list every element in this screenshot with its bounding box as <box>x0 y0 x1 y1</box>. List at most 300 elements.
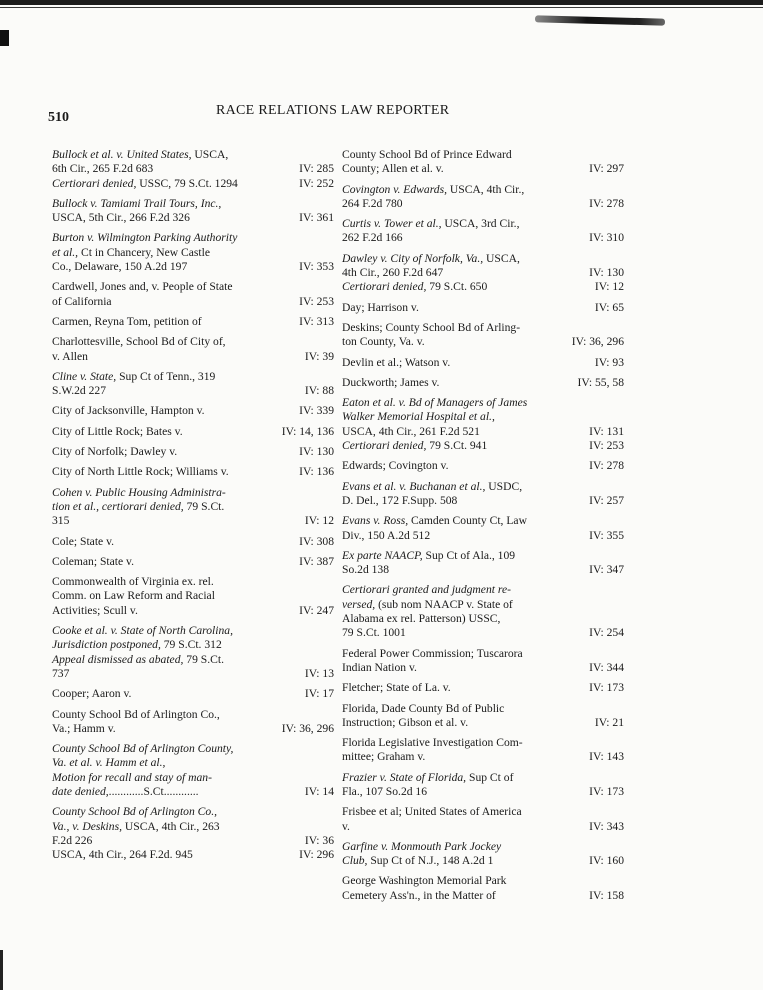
entry-case-name <box>52 404 278 418</box>
citation-volume-page: IV: 310 <box>589 231 624 245</box>
citation-volume-page: IV: 285 <box>299 162 334 176</box>
entry-case-name <box>52 425 278 439</box>
entry-citation <box>568 626 624 640</box>
entry-citation <box>278 604 334 618</box>
entry-citation <box>568 750 624 764</box>
index-entry <box>342 647 624 676</box>
entry-case-name <box>342 583 568 640</box>
entry-text-segment: 79 S.Ct. 312 <box>160 638 222 652</box>
entry-case-name <box>52 555 278 569</box>
entry-citation <box>278 384 334 398</box>
citation-volume-page: IV: 353 <box>299 260 334 274</box>
entry-case-name <box>52 624 278 681</box>
index-entry <box>52 370 334 399</box>
citation-volume-page: IV: 160 <box>589 854 624 868</box>
scan-edge-line <box>0 950 3 990</box>
entry-citation <box>278 425 334 439</box>
entry-line <box>342 396 568 410</box>
entry-text-segment: County School Bd of Prince Edward <box>342 148 512 161</box>
entry-text-segment: Evans v. Ross, <box>342 514 409 528</box>
entry-line <box>342 375 568 390</box>
index-entry <box>52 445 334 459</box>
citation-volume-page: IV: 36, 296 <box>281 721 334 735</box>
entry-line <box>342 251 568 266</box>
entry-citation <box>278 555 334 569</box>
entry-line <box>52 349 278 364</box>
entry-text-segment: Federal Power Commission; Tuscarora <box>342 646 523 660</box>
entry-case-name <box>342 840 568 869</box>
entry-text-segment: Sup Ct of N.J., 148 A.2d 1 <box>367 854 494 868</box>
entry-citation <box>278 295 334 309</box>
entry-text-segment: Charlottesville, School Bd of City of, <box>52 335 226 349</box>
entry-citation <box>278 722 334 736</box>
entry-line <box>342 583 568 597</box>
entry-citation <box>278 667 334 681</box>
entry-text-segment: Duckworth; James v. <box>342 375 440 389</box>
entry-text-segment: Cline v. State, <box>52 369 117 383</box>
index-entry <box>52 624 334 681</box>
entry-text-segment: County School Bd of Arlington Co., <box>52 707 220 721</box>
entry-text-segment: USCA, 4th Cir., <box>446 182 525 196</box>
scan-top-rule <box>0 7 763 8</box>
entry-line <box>52 742 278 756</box>
index-entry <box>342 217 624 246</box>
entry-case-name <box>342 736 568 765</box>
entry-text-segment: 79 S.Ct. 1001 <box>342 626 406 640</box>
entry-line <box>52 231 278 245</box>
entry-text-segment: Burton v. Wilmington Parking Authority <box>52 231 238 245</box>
entry-line <box>52 424 278 439</box>
entry-line <box>52 848 278 862</box>
citation-volume-page: IV: 130 <box>589 266 624 280</box>
entry-line <box>342 805 568 819</box>
index-entry <box>342 301 624 315</box>
entry-text-segment: Cole; State v. <box>52 534 115 548</box>
entry-line <box>342 162 568 176</box>
entry-text-segment: City of North Little Rock; Williams v. <box>52 465 229 479</box>
entry-line <box>52 294 278 309</box>
entry-text-segment: v. <box>342 819 350 833</box>
entry-text-segment: City of Jacksonville, Hampton v. <box>52 404 205 418</box>
citation-volume-page: IV: 297 <box>589 162 624 176</box>
entry-text-segment: Cooper; Aaron v. <box>52 687 132 701</box>
entry-case-name <box>52 335 278 364</box>
citation-volume-page: IV: 343 <box>589 819 624 833</box>
entry-text-segment: USCA, <box>483 251 520 265</box>
index-entry <box>52 148 334 191</box>
entry-citation <box>568 889 624 903</box>
citation-volume-page: IV: 136 <box>299 465 334 479</box>
entry-text-segment: So.2d 138 <box>342 563 390 577</box>
entry-line <box>52 652 278 667</box>
entry-citation <box>278 315 334 329</box>
entry-line <box>52 534 278 549</box>
index-entry <box>342 252 624 295</box>
entry-citation <box>568 854 624 868</box>
entry-line <box>52 770 278 785</box>
index-entry <box>342 480 624 509</box>
entry-line <box>52 624 278 638</box>
entry-citation <box>278 445 334 459</box>
entry-text-segment: tion et al., certiorari denied, <box>52 499 184 513</box>
entry-case-name <box>342 549 568 578</box>
entry-line <box>342 548 568 563</box>
citation-volume-page: IV: 158 <box>589 888 624 902</box>
index-entry <box>52 335 334 364</box>
citation-volume-page: IV: 12 <box>594 280 624 294</box>
entry-citation <box>568 661 624 675</box>
entry-text-segment: Eaton et al. v. Bd of Managers of James <box>342 396 528 410</box>
citation-volume-page: IV: 339 <box>299 404 334 418</box>
entry-line <box>342 479 568 494</box>
entry-citation <box>568 563 624 577</box>
citation-volume-page: IV: 313 <box>299 314 334 328</box>
entry-text-segment: ton County, Va. v. <box>342 335 425 349</box>
entry-line <box>52 485 278 500</box>
entry-line <box>52 176 278 191</box>
citation-volume-page: IV: 253 <box>299 294 334 308</box>
entry-citation <box>568 231 624 245</box>
entry-text-segment: Certiorari denied, <box>342 280 427 294</box>
entry-citation <box>568 356 624 370</box>
index-entry <box>342 840 624 869</box>
index-entry <box>52 315 334 329</box>
entry-line <box>52 589 278 603</box>
entry-line <box>342 280 568 294</box>
entry-citation <box>568 376 624 390</box>
entry-line <box>52 603 278 618</box>
entry-text-segment: Coleman; State v. <box>52 554 134 568</box>
entry-line <box>342 182 568 197</box>
entry-text-segment: Fla., 107 So.2d 16 <box>342 784 428 798</box>
entry-line <box>342 514 568 528</box>
entry-text-segment: City of Norfolk; Dawley v. <box>52 445 178 459</box>
entry-text-segment: versed, <box>342 597 376 611</box>
entry-case-name <box>342 681 568 695</box>
entry-text-segment: Jurisdiction postponed, <box>52 638 161 652</box>
entry-line <box>52 369 278 384</box>
entry-text-segment: 79 S.Ct. 650 <box>426 280 488 294</box>
entry-text-segment: Carmen, Reyna Tom, petition of <box>52 314 202 328</box>
entry-citation <box>568 266 624 295</box>
entry-text-segment: Evans et al. v. Buchanan et al., <box>342 479 486 493</box>
entry-text-segment: Cohen v. Public Housing Administra- <box>52 485 226 499</box>
entry-line <box>342 493 568 508</box>
citation-volume-page: IV: 278 <box>589 196 624 210</box>
citation-volume-page: IV: 130 <box>299 445 334 459</box>
entry-text-segment: USCA, 3rd Cir., <box>441 217 520 231</box>
entry-line <box>52 314 278 329</box>
entry-citation <box>278 350 334 364</box>
citation-volume-page: IV: 88 <box>304 384 334 398</box>
entry-text-segment: Bullock v. Tamiami Trail Tours, Inc., <box>52 196 222 210</box>
index-entry <box>342 771 624 800</box>
entry-citation <box>278 514 334 528</box>
entry-case-name <box>52 575 278 618</box>
entry-citation <box>278 260 334 274</box>
entry-line <box>342 231 568 245</box>
entry-line <box>52 384 278 398</box>
entry-line <box>342 888 568 903</box>
entry-line <box>342 410 568 424</box>
entry-case-name <box>342 376 568 390</box>
index-entry <box>342 805 624 834</box>
entry-case-name <box>342 183 568 212</box>
index-column-left <box>52 148 334 868</box>
entry-text-segment: USDC, <box>485 479 523 493</box>
entry-text-segment: Va. et al. v. Hamm et al., <box>52 756 166 770</box>
entry-line <box>52 260 278 274</box>
entry-text-segment: 79 S.Ct. 941 <box>426 439 488 453</box>
entry-line <box>52 666 278 681</box>
entry-line <box>52 335 278 349</box>
index-entry <box>52 486 334 529</box>
index-entry <box>52 404 334 418</box>
entry-citation <box>278 162 334 191</box>
entry-line <box>342 681 568 695</box>
entry-text-segment: F.2d 226 <box>52 833 93 847</box>
entry-case-name <box>52 708 278 737</box>
entry-line <box>342 646 568 661</box>
index-entry <box>342 321 624 350</box>
entry-text-segment: Day; Harrison v. <box>342 300 419 314</box>
index-column-right <box>342 148 624 909</box>
entry-case-name <box>52 370 278 399</box>
index-entry <box>52 555 334 569</box>
entry-case-name <box>52 315 278 329</box>
entry-line <box>342 854 568 868</box>
citation-volume-page: IV: 65 <box>594 300 624 314</box>
index-entry <box>342 148 624 177</box>
entry-citation <box>278 465 334 479</box>
entry-line <box>342 701 568 716</box>
citation-volume-page: IV: 17 <box>304 687 334 701</box>
index-entry <box>342 583 624 640</box>
entry-case-name <box>342 356 568 370</box>
entry-case-name <box>342 480 568 509</box>
entry-case-name <box>342 805 568 834</box>
entry-text-segment: 4th Cir., 260 F.2d 647 <box>342 266 444 280</box>
entry-case-name <box>342 148 568 177</box>
entry-text-segment: Cardwell, Jones and, v. People of State <box>52 280 233 294</box>
entry-line <box>52 687 278 701</box>
entry-text-segment: Club, <box>342 854 368 868</box>
entry-text-segment: of California <box>52 294 112 308</box>
index-entry <box>52 805 334 862</box>
entry-text-segment: Fletcher; State of La. v. <box>342 681 451 695</box>
citation-volume-page: IV: 308 <box>299 534 334 548</box>
entry-line <box>52 245 278 260</box>
entry-text-segment: v. Allen <box>52 349 88 363</box>
entry-text-segment: Div., 150 A.2d 512 <box>342 528 431 542</box>
entry-case-name <box>52 742 278 799</box>
entry-text-segment: Certiorari granted and judgment re- <box>342 583 511 597</box>
entry-line <box>52 756 278 770</box>
entry-text-segment: Certiorari denied, <box>52 176 137 190</box>
entry-citation <box>568 301 624 315</box>
entry-case-name <box>342 396 568 453</box>
entry-citation <box>568 335 624 349</box>
citation-volume-page: IV: 257 <box>589 493 624 507</box>
citation-volume-page: IV: 355 <box>589 528 624 542</box>
entry-citation <box>568 529 624 543</box>
index-entry <box>342 396 624 453</box>
citation-volume-page: IV: 253 <box>589 439 624 453</box>
entry-line <box>52 162 278 176</box>
citation-volume-page: IV: 361 <box>299 211 334 225</box>
entry-text-segment: Cemetery Ass'n., in the Matter of <box>342 888 496 902</box>
entry-case-name <box>342 217 568 246</box>
entry-text-segment: Garfine v. Monmouth Park Jockey <box>342 839 502 853</box>
entry-citation <box>278 785 334 799</box>
citation-volume-page: IV: 296 <box>299 848 334 862</box>
entry-text-segment: 737 <box>52 666 70 680</box>
index-entry <box>342 736 624 765</box>
entry-text-segment: George Washington Memorial Park <box>342 874 507 888</box>
entry-line <box>52 575 278 589</box>
entry-line <box>52 638 278 652</box>
entry-case-name <box>52 805 278 862</box>
entry-line <box>342 439 568 453</box>
entry-citation <box>278 404 334 418</box>
citation-volume-page: IV: 36 <box>304 833 334 847</box>
entry-line <box>52 465 278 479</box>
entry-line <box>342 148 568 162</box>
entry-text-segment: County School Bd of Arlington Co., <box>52 805 217 819</box>
scan-edge-mark <box>0 30 9 46</box>
entry-line <box>52 554 278 569</box>
entry-text-segment: Va., v. Deskins, <box>52 819 122 833</box>
citation-volume-page: IV: 14, 136 <box>281 424 334 438</box>
entry-line <box>342 626 568 640</box>
entry-line <box>342 300 568 315</box>
entry-case-name <box>342 771 568 800</box>
entry-line <box>52 833 278 848</box>
entry-text-segment: Devlin et al.; Watson v. <box>342 355 451 369</box>
entry-line <box>52 148 278 162</box>
entry-line <box>342 770 568 785</box>
entry-line <box>342 528 568 543</box>
entry-citation <box>278 535 334 549</box>
index-entry <box>52 197 334 226</box>
entry-text-segment: ............S.Ct............ <box>108 784 199 798</box>
entry-line <box>52 721 278 736</box>
index-entry <box>52 535 334 549</box>
entry-text-segment: Edwards; Covington v. <box>342 459 449 473</box>
entry-text-segment: Motion for recall and stay of man- <box>52 770 212 784</box>
entry-text-segment: et al., <box>52 245 79 259</box>
entry-line <box>342 874 568 888</box>
index-entry <box>52 231 334 274</box>
entry-text-segment: 79 S.Ct. <box>183 652 224 666</box>
entry-text-segment: USCA, 4th Cir., 264 F.2d. 945 <box>52 848 193 862</box>
entry-line <box>342 784 568 799</box>
entry-case-name <box>52 445 278 459</box>
entry-text-segment: date denied, <box>52 784 109 798</box>
entry-text-segment: Florida, Dade County Bd of Public <box>342 701 505 715</box>
entry-case-name <box>52 465 278 479</box>
entry-case-name <box>52 231 278 274</box>
entry-text-segment: USCA, <box>191 148 229 161</box>
entry-citation <box>568 459 624 473</box>
entry-text-segment: USCA, 5th Cir., 266 F.2d 326 <box>52 211 190 225</box>
index-entry <box>52 280 334 309</box>
entry-text-segment: Covington v. Edwards, <box>342 182 447 196</box>
entry-citation <box>568 494 624 508</box>
entry-text-segment: D. Del., 172 F.Supp. 508 <box>342 493 458 507</box>
citation-volume-page: IV: 39 <box>304 349 334 363</box>
entry-text-segment: Certiorari denied, <box>342 439 427 453</box>
entry-case-name <box>52 148 278 191</box>
entry-text-segment: City of Little Rock; Bates v. <box>52 424 183 438</box>
entry-line <box>52 819 278 834</box>
entry-text-segment: Ct in Chancery, New Castle <box>78 245 210 259</box>
citation-volume-page: IV: 13 <box>304 666 334 680</box>
index-entry <box>342 183 624 212</box>
entry-text-segment: Deskins; County School Bd of Arling- <box>342 320 521 334</box>
entry-text-segment: Camden County Ct, Law <box>408 514 527 528</box>
entry-line <box>342 355 568 370</box>
entry-text-segment: mittee; Graham v. <box>342 750 426 764</box>
citation-volume-page: IV: 12 <box>304 514 334 528</box>
entry-text-segment: Curtis v. Tower et al., <box>342 217 442 231</box>
entry-case-name <box>342 874 568 903</box>
entry-case-name <box>52 486 278 529</box>
entry-text-segment: Sup Ct of Ala., 109 <box>422 548 516 562</box>
index-entry <box>342 514 624 543</box>
entry-text-segment: 6th Cir., 265 F.2d 683 <box>52 162 154 176</box>
index-entry <box>52 575 334 618</box>
entry-text-segment: USCA, 4th Cir., 261 F.2d 521 <box>342 424 480 438</box>
citation-volume-page: IV: 344 <box>589 660 624 674</box>
index-entry <box>52 742 334 799</box>
entry-line <box>342 196 568 211</box>
citation-volume-page: IV: 36, 296 <box>571 335 624 349</box>
entry-text-segment: USSC, 79 S.Ct. 1294 <box>136 176 238 190</box>
entry-text-segment: 79 S.Ct. <box>183 499 225 513</box>
index-entry <box>342 459 624 473</box>
entry-text-segment: Appeal dismissed as abated, <box>52 652 184 666</box>
entry-text-segment: Alabama ex rel. Patterson) USSC, <box>342 612 501 626</box>
entry-line <box>342 660 568 675</box>
entry-citation <box>568 162 624 176</box>
entry-line <box>342 839 568 854</box>
entry-citation <box>568 197 624 211</box>
citation-volume-page: IV: 347 <box>589 563 624 577</box>
entry-text-segment: Dawley v. City of Norfolk, Va., <box>342 251 484 265</box>
entry-citation <box>278 687 334 701</box>
page-number: 510 <box>48 110 69 125</box>
entry-line <box>342 715 568 730</box>
entry-text-segment: Cooke et al. v. State of North Carolina, <box>52 624 233 638</box>
entry-line <box>52 445 278 459</box>
entry-line <box>342 563 568 577</box>
index-entry <box>342 549 624 578</box>
index-entry <box>52 687 334 701</box>
entry-line <box>342 424 568 439</box>
entry-case-name <box>342 321 568 350</box>
entry-line <box>342 320 568 335</box>
entry-line <box>342 266 568 280</box>
citation-volume-page: IV: 131 <box>589 424 624 438</box>
entry-case-name <box>52 197 278 226</box>
entry-text-segment: Florida Legislative Investigation Com- <box>342 736 523 750</box>
entry-citation <box>568 681 624 695</box>
entry-text-segment: County School Bd of Arlington County, <box>52 742 234 756</box>
entry-case-name <box>342 702 568 731</box>
entry-line <box>52 280 278 294</box>
entry-case-name <box>342 459 568 473</box>
